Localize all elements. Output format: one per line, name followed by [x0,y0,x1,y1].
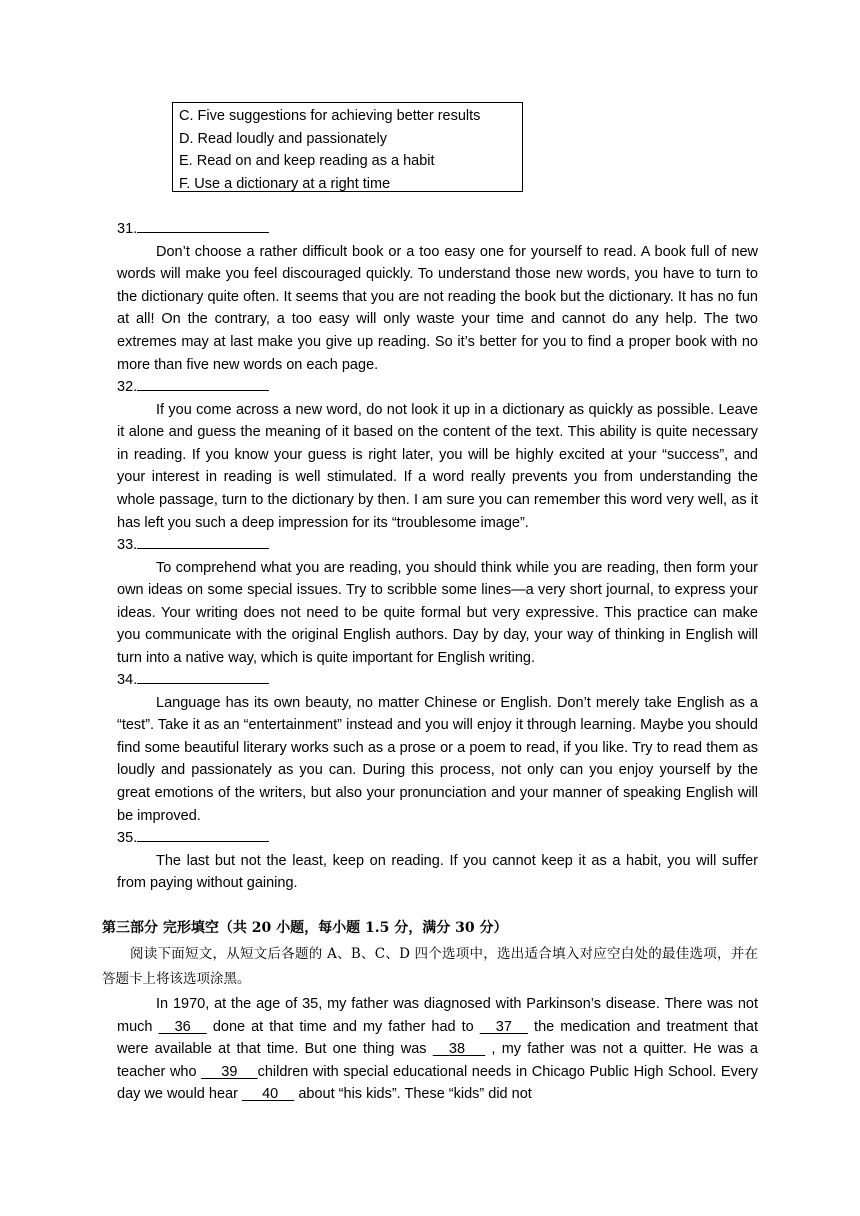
options-box [172,102,523,192]
option-c: C. Five suggestions for achieving better results [179,108,481,124]
question-33 [117,533,758,670]
question-32-paragraph: If you come across a new word, do not look it up in a dictionary as quickly as possible. Leave it alone and guess the meaning of it based on the content of the text. This ability is quite necessary in reading. If you know your guess is right later, you will be highly excited at your “success”, and your interest in reading is well stimulated. If a word really prevents you from understanding the whole passage, turn to the dictionary by then. I am sure you can remember this word very well, as it has left you such a deep impression for its “troublesome image”. [117,401,758,531]
question-31-paragraph: Don’t choose a rather difficult book or a too easy one for yourself to read. A book full of new words will make you feel discouraged quickly. To understand those new words, you have to turn to the dictionary quite often. It seems that you are not reading the book but the dictionary. It has no fun at all! On the contrary, a too easy will only waste your time and cannot do any help. The two extremes may at last make you give up reading. So it’s better for you to find a proper book with no more than five new words on each page. [117,243,758,373]
answer-blank-35 [137,826,269,842]
cloze-text: about “his kids”. These “kids” did not [294,1086,532,1103]
option-d: D. Read loudly and passionately [179,130,387,147]
cloze-blank-40: 40 [241,1086,295,1103]
question-35 [117,826,758,895]
question-number-35: 35. [117,826,758,850]
cloze-blank-39: 39 [201,1063,258,1080]
question-32 [117,375,758,534]
option-f: F. Use a dictionary at a right time [179,175,391,192]
question-35-paragraph: The last but not the least, keep on reading. If you cannot keep it as a habit, you will suffer from paying without gaining. [117,852,758,892]
cloze-passage [117,993,758,1106]
question-number-33: 33. [117,533,758,557]
option-e: E. Read on and keep reading as a habit [179,153,435,169]
question-34-paragraph: Language has its own beauty, no matter Chinese or English. Don’t merely take English as a “test”. Take it as an “entertainment” instead and you will enjoy it through learning. Maybe you should find some beautiful literary works such as a prose or a poem to read, if you like. Try to read them as loudly and passionately as you can. During this process, not only can you enjoy yourself by the great emotions of the writers, but also your pronunciation and your manner of speaking English will be improved. [117,694,758,824]
cloze-text: , my father was not a quitter. He was a teacher who [117,1041,758,1080]
question-34 [117,668,758,827]
cloze-text: the medication and treatment that were available at that time. But one thing was [117,1018,758,1058]
part3-heading: 第三部分 完形填空（共 20 小题，每小题 1.5 分，满分 30 分） [102,920,508,936]
cloze-text: children with special educational needs in Chicago Public High School. Every day we would hear [117,1063,758,1103]
question-number-32: 32. [117,375,758,399]
question-number-34: 34. [117,668,758,692]
answer-blank-34 [137,668,269,684]
cloze-blank-37: 37 [479,1018,529,1035]
cloze-blank-38: 38 [432,1041,486,1058]
question-33-paragraph: To comprehend what you are reading, you should think while you are reading, then form your own ideas on some special issues. Try to scribble some lines—a very short journal, to express your ideas. Your writing does not need to be quite formal but very expressive. This practice can make you communicate with the original English authors. Day by day, your way of thinking in English will turn into a native way, which is quite important for English writing. [117,559,758,666]
answer-blank-32 [137,375,269,391]
part3-instruction: 阅读下面短文，从短文后各题的 A、B、C、D 四个选项中，选出适合填入对应空白处的最佳选项，并在答题卡上将该选项涂黑。 [102,946,758,987]
question-31 [117,217,758,376]
cloze-blank-36: 36 [158,1018,207,1035]
answer-blank-33 [137,533,269,549]
cloze-text: done at that time and my father had to [206,1018,480,1035]
cloze-text: In 1970, at the age of 35, my father was diagnosed with Parkinson’s disease. There was not much [117,996,758,1035]
question-number-31: 31. [117,217,758,241]
answer-blank-31 [137,217,269,233]
